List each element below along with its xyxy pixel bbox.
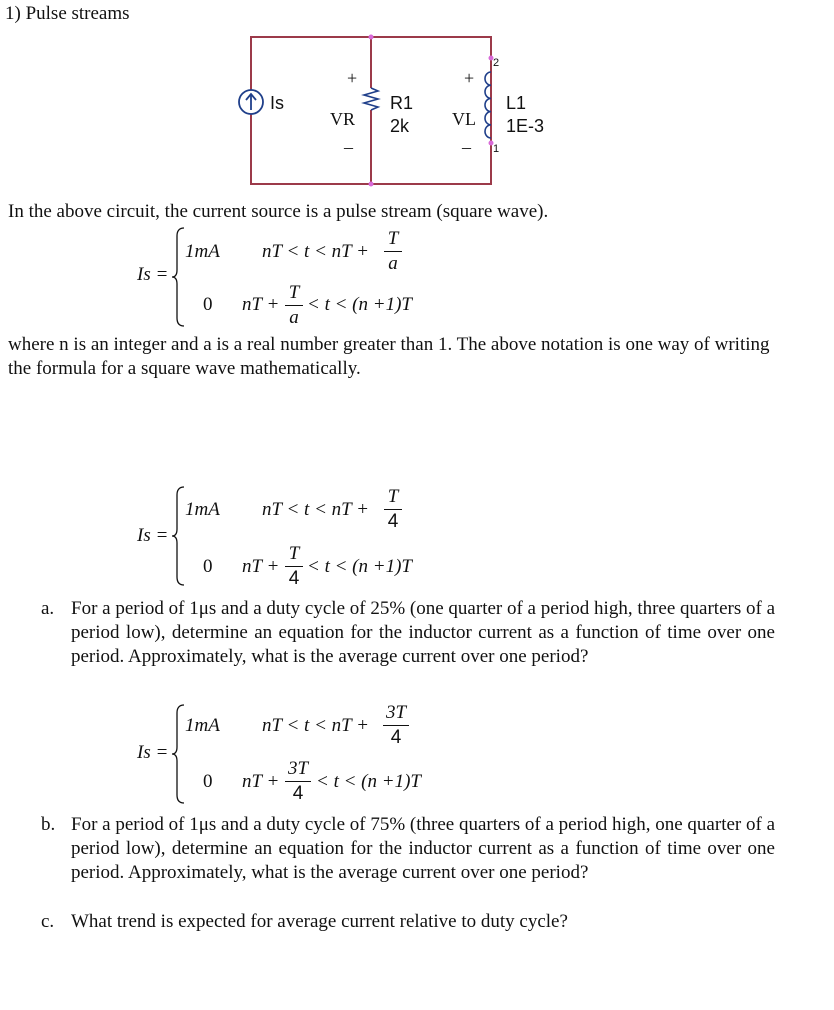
eq-row2-condition-right: < t < (n +1)T — [307, 294, 412, 315]
vl-label: VL — [452, 109, 476, 129]
intro-text: In the above circuit, the current source is a pulse stream (square wave). — [8, 201, 549, 222]
question-a-letter: a. — [41, 598, 55, 619]
eq-row1-condition: nT < t < nT + — [262, 715, 369, 736]
eq-row2-condition-right: < t < (n +1)T — [316, 771, 421, 792]
eq-row2-value: 0 — [203, 556, 213, 577]
vr-minus: – — [344, 137, 353, 157]
question-b-letter: b. — [41, 814, 56, 835]
eq-row1-value: 1mA — [185, 241, 220, 262]
inductor-name: L1 — [506, 93, 527, 113]
eq-row1-fraction: T 4 — [384, 486, 402, 533]
brace-icon — [170, 226, 186, 328]
where-text: where n is an integer and a is a real number greater than 1. The above notation is one way of writing the formula for a square wave mathematically. — [8, 334, 770, 379]
eq-row2-value: 0 — [203, 771, 213, 792]
eq-row2-fraction: 3T 4 — [285, 758, 311, 805]
vl-minus: – — [462, 137, 471, 157]
eq-row2-condition-left: nT + — [242, 771, 280, 792]
eq-lhs: Is = — [137, 742, 169, 763]
question-c-text: What trend is expected for average current relative to duty cycle? — [71, 911, 568, 932]
eq-row2-condition-left: nT + — [242, 556, 280, 577]
inductor-pin-2: 2 — [493, 57, 500, 69]
source-label: Is — [270, 93, 285, 113]
eq-row1-value: 1mA — [185, 715, 220, 736]
eq-row1-condition: nT < t < nT + — [262, 499, 369, 520]
current-source-icon — [239, 90, 263, 114]
inductor-value: 1E-3 — [506, 116, 545, 136]
question-c-letter: c. — [41, 911, 55, 932]
frac-num: T — [387, 228, 399, 249]
eq-row2-fraction: T a — [285, 282, 303, 329]
eq-row1-fraction: 3T 4 — [383, 702, 409, 749]
question-b-text: For a period of 1μs and a duty cycle of 75% (three quarters of a period high, one quarter of a period low), determine an equation for the inductor current as a function of time over one period. Approximately, what is the average current over one period? — [71, 814, 775, 883]
eq-row2-value: 0 — [203, 294, 213, 315]
eq-row1-condition: nT < t < nT + — [262, 241, 369, 262]
vr-plus: + — [347, 68, 358, 88]
eq-row1-value: 1mA — [185, 499, 220, 520]
resistor-icon — [364, 88, 378, 110]
vr-label: VR — [330, 109, 356, 129]
eq-row1-fraction — [384, 228, 402, 275]
circuit-diagram — [0, 0, 834, 200]
eq-lhs: Is = — [137, 264, 169, 285]
brace-icon — [170, 485, 186, 587]
eq-row2-condition-left: nT + — [242, 294, 280, 315]
question-a-text: For a period of 1μs and a duty cycle of 25% (one quarter of a period high, three quarters of a period low), determine an equation for the inductor current as a function of time over one period. Approximately, what is the average current over one period? — [71, 598, 775, 667]
brace-icon — [170, 703, 186, 805]
frac-den: a — [388, 253, 398, 274]
resistor-name: R1 — [390, 93, 414, 113]
inductor-pin-1: 1 — [493, 143, 500, 155]
eq-lhs: Is = — [137, 525, 169, 546]
node-bottom — [369, 182, 374, 187]
problem-heading: 1) Pulse streams — [5, 3, 130, 24]
eq-row2-fraction: T 4 — [285, 543, 303, 590]
vl-plus: + — [464, 68, 475, 88]
eq-row2-condition-right: < t < (n +1)T — [307, 556, 412, 577]
resistor-value: 2k — [390, 116, 410, 136]
node-top — [369, 35, 374, 40]
